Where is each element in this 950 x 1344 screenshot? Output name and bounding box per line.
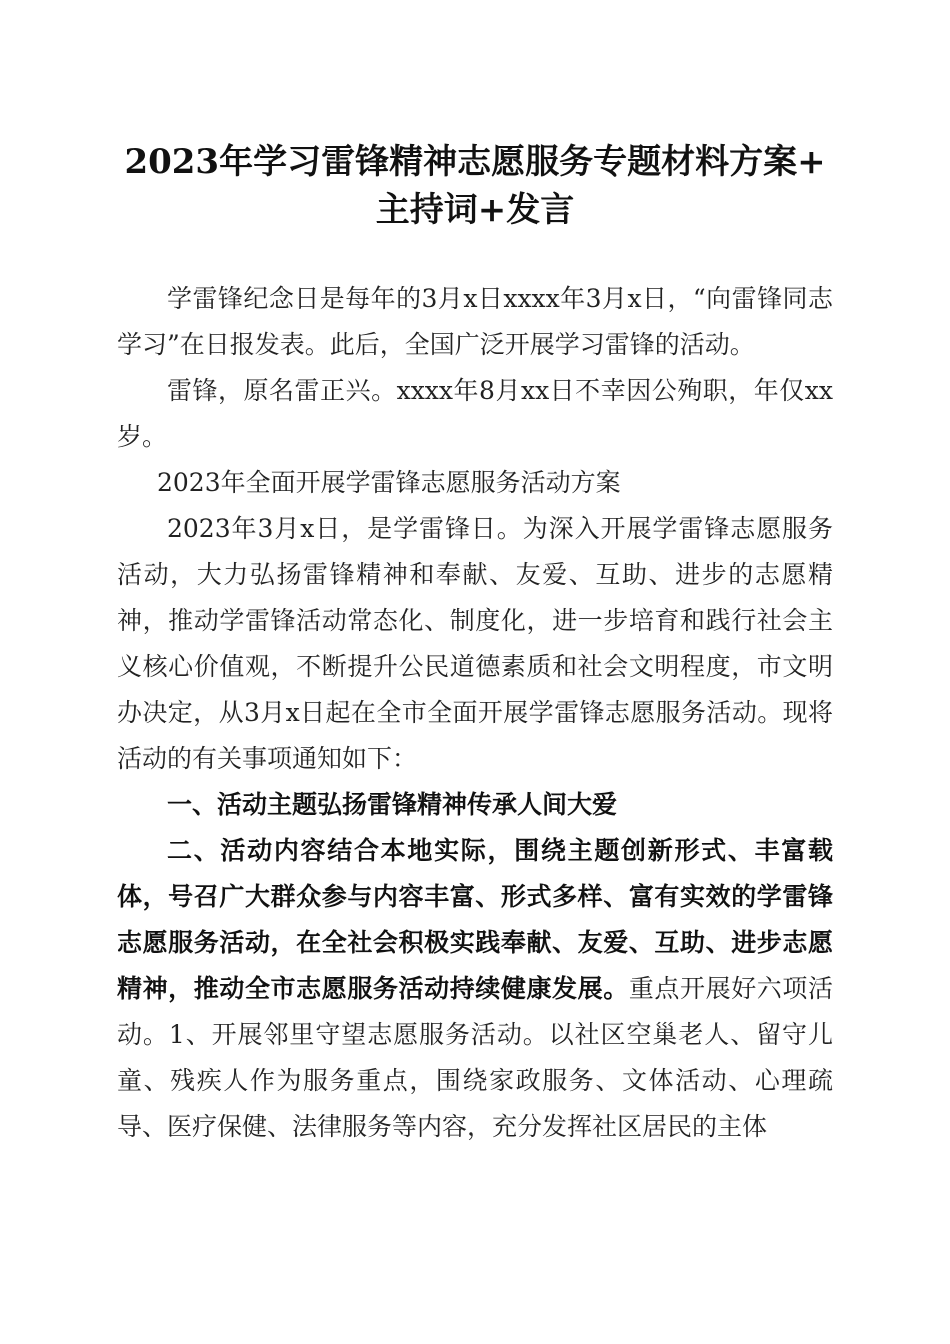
activity-content-text: 重点开展好六项活动。1、开展邻里守望志愿服务活动。以社区空巢老人、留守儿童、残疾人作为服务重点，围绕家政服务、文体活动、心理疏导、医疗保健、法律服务等内容，充分发挥社区居民的主体	[117, 974, 833, 1141]
paragraph-plan-title: 2023年全面开展学雷锋志愿服务活动方案	[157, 468, 621, 497]
paragraph-plan-intro: 2023年3月x日，是学雷锋日。为深入开展学雷锋志愿服务活动，大力弘扬雷锋精神和奉献、友爱、互助、进步的志愿精神，推动学雷锋活动常态化、制度化，进一步培育和践行社会主义核心价值观，不断提升公民道德素质和社会文明程度，市文明办决定，从3月x日起在全市全面开展学雷锋志愿服务活动。现将活动的有关事项通知如下：	[117, 514, 833, 773]
title-line-2: 主持词+发言	[375, 190, 575, 230]
section-heading-theme: 一、活动主题弘扬雷锋精神传承人间大爱	[167, 790, 618, 819]
paragraph-leifeng-bio: 雷锋，原名雷正兴。xxxx年8月xx日不幸因公殉职，年仅xx岁。	[117, 376, 833, 451]
title-line-1: 2023年学习雷锋精神志愿服务专题材料方案+	[124, 142, 826, 182]
paragraph-intro: 学雷锋纪念日是每年的3月x日xxxx年3月x日，“向雷锋同志学习”在日报发表。此后，全国广泛开展学习雷锋的活动。	[117, 284, 833, 359]
document-body	[117, 276, 833, 1150]
document-title	[100, 138, 850, 234]
activity-content-bold: 二、活动内容结合本地实际，围绕主题创新形式、丰富载体，号召广大群众参与内容丰富、形式多样、富有实效的学雷锋志愿服务活动，在全社会积极实践奉献、友爱、互助、进步志愿精神，推动全市志愿服务活动持续健康发展。	[117, 836, 833, 1003]
paragraph-activity-content	[117, 828, 833, 1150]
